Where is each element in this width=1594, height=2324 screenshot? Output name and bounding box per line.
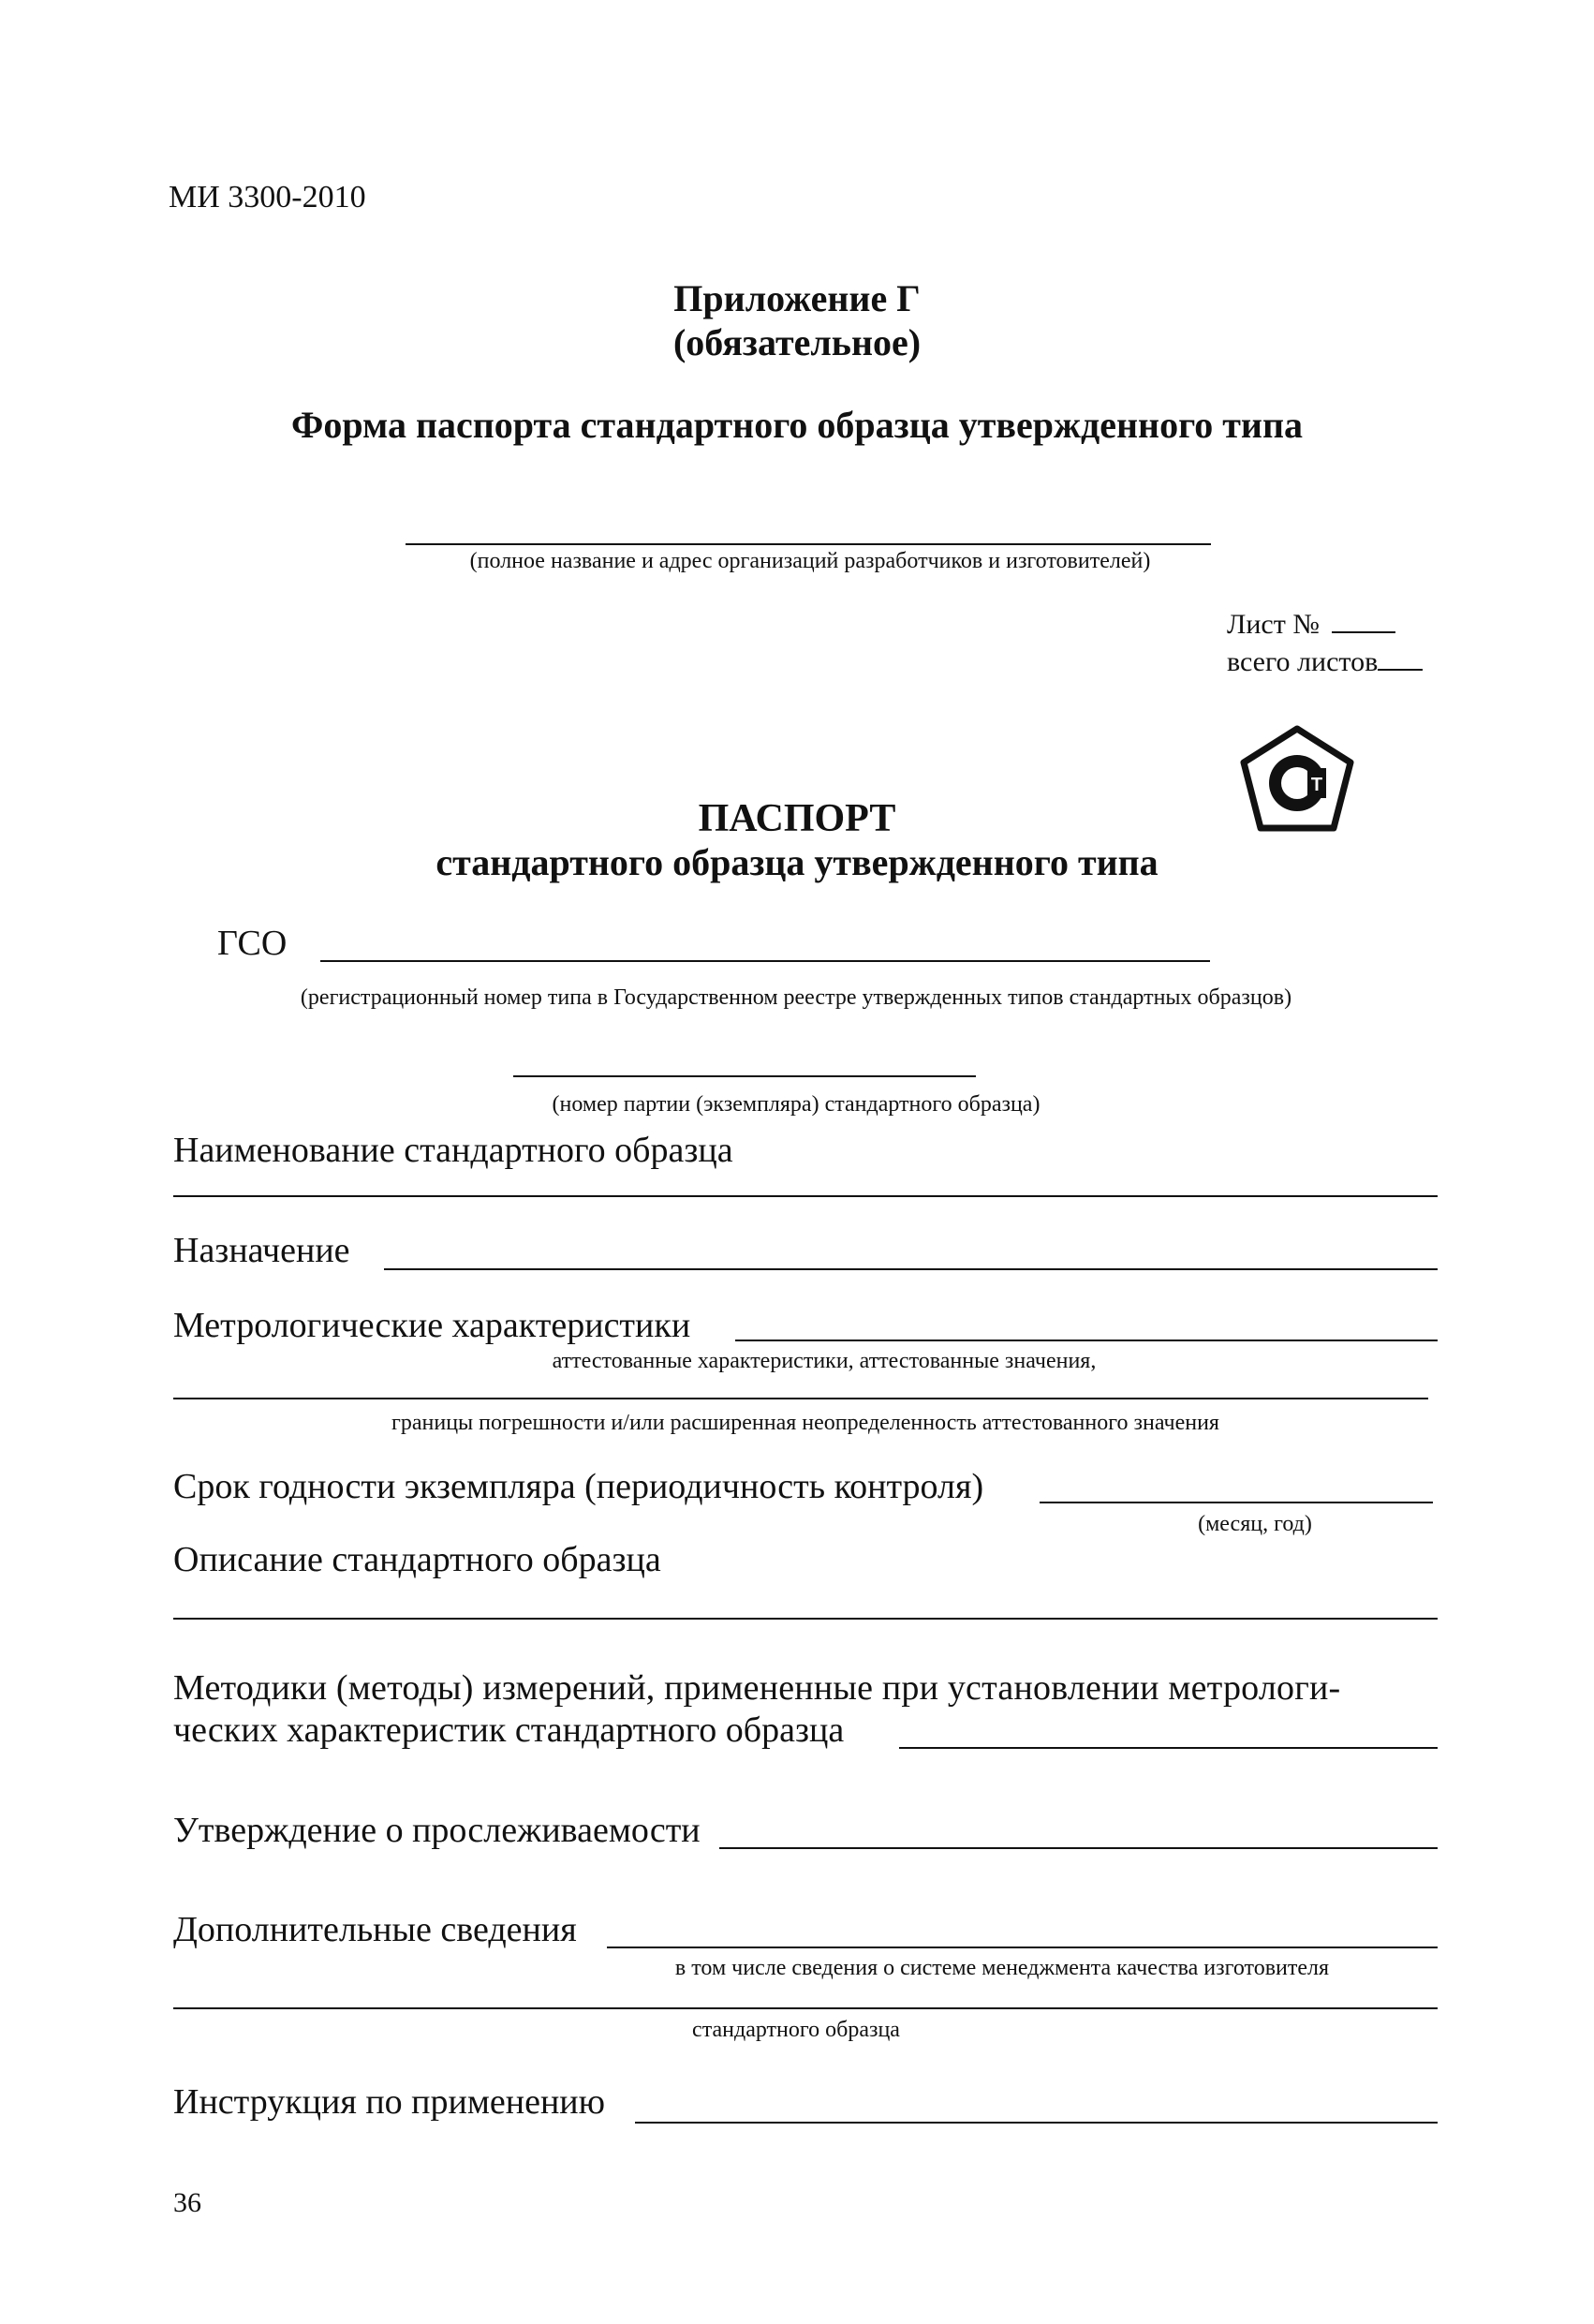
purpose-blank-line[interactable] <box>384 1268 1438 1270</box>
traceability-label: Утверждение о прослеживаемости <box>173 1811 701 1850</box>
form-title: Форма паспорта стандартного образца утвержденного типа <box>290 404 1304 446</box>
description-blank-line[interactable] <box>173 1618 1438 1620</box>
shelf-life-label: Срок годности экземпляра (периодичность контроля) <box>173 1467 984 1506</box>
batch-caption: (номер партии (экземпляра) стандартного образца) <box>552 1092 1041 1117</box>
metrology-caption-2: границы погрешности и/или расширенная неопределенность аттестованного значения <box>391 1411 1219 1435</box>
name-blank-line[interactable] <box>173 1195 1438 1197</box>
sheet-number <box>1227 609 1395 641</box>
methods-label-line-1: Методики (методы) измерений, примененные при установлении метрологи- <box>173 1668 1341 1708</box>
name-label: Наименование стандартного образца <box>173 1131 733 1170</box>
gso-blank-line[interactable] <box>320 960 1210 962</box>
passport-title: ПАСПОРТ <box>698 797 896 840</box>
metrology-caption-1: аттестованные характеристики, аттестованные значения, <box>552 1349 1097 1373</box>
org-blank-line[interactable] <box>406 543 1211 545</box>
page-number: 36 <box>173 2187 201 2218</box>
appendix-status: (обязательное) <box>672 321 922 363</box>
batch-blank-line[interactable] <box>513 1075 976 1077</box>
shelf-life-blank-line[interactable] <box>1040 1502 1433 1503</box>
additional-info-label: Дополнительные сведения <box>173 1910 577 1949</box>
org-caption: (полное название и адрес организаций разработчиков и изготовителей) <box>469 549 1151 573</box>
shelf-life-caption: (месяц, год) <box>1198 1512 1312 1536</box>
sheet-total-blank[interactable] <box>1378 669 1423 671</box>
gso-label: ГСО <box>217 924 288 963</box>
gso-caption: (регистрационный номер типа в Государственном реестре утвержденных типов стандартных образцов) <box>300 985 1292 1010</box>
traceability-blank-line[interactable] <box>719 1847 1438 1849</box>
appendix-title: Приложение Г <box>673 277 921 319</box>
additional-info-caption-2: стандартного образца <box>692 2018 900 2042</box>
passport-subtitle: стандартного образца утвержденного типа <box>435 841 1159 883</box>
document-code: МИ 3300-2010 <box>169 180 366 215</box>
instructions-label: Инструкция по применению <box>173 2082 606 2122</box>
instructions-blank-line[interactable] <box>635 2122 1438 2124</box>
additional-info-caption-1: в том числе сведения о системе менеджмента качества изготовителя <box>674 1956 1330 1980</box>
sheet-number-label: Лист № <box>1227 609 1320 640</box>
metrology-blank-line[interactable] <box>735 1340 1438 1341</box>
metrology-blank-line-2[interactable] <box>173 1398 1428 1399</box>
methods-blank-line[interactable] <box>899 1747 1438 1749</box>
sheet-total-label: всего листов <box>1227 646 1379 677</box>
metrology-label: Метрологические характеристики <box>173 1306 691 1345</box>
additional-info-blank-line[interactable] <box>607 1947 1438 1948</box>
additional-info-blank-line-2[interactable] <box>173 2007 1438 2009</box>
purpose-label: Назначение <box>173 1231 350 1270</box>
svg-text:Т: Т <box>1310 775 1323 795</box>
description-label: Описание стандартного образца <box>173 1540 661 1579</box>
sheet-number-blank[interactable] <box>1332 631 1395 633</box>
sheet-total <box>1227 646 1423 678</box>
methods-label-line-2: ческих характеристик стандартного образца <box>173 1710 845 1750</box>
